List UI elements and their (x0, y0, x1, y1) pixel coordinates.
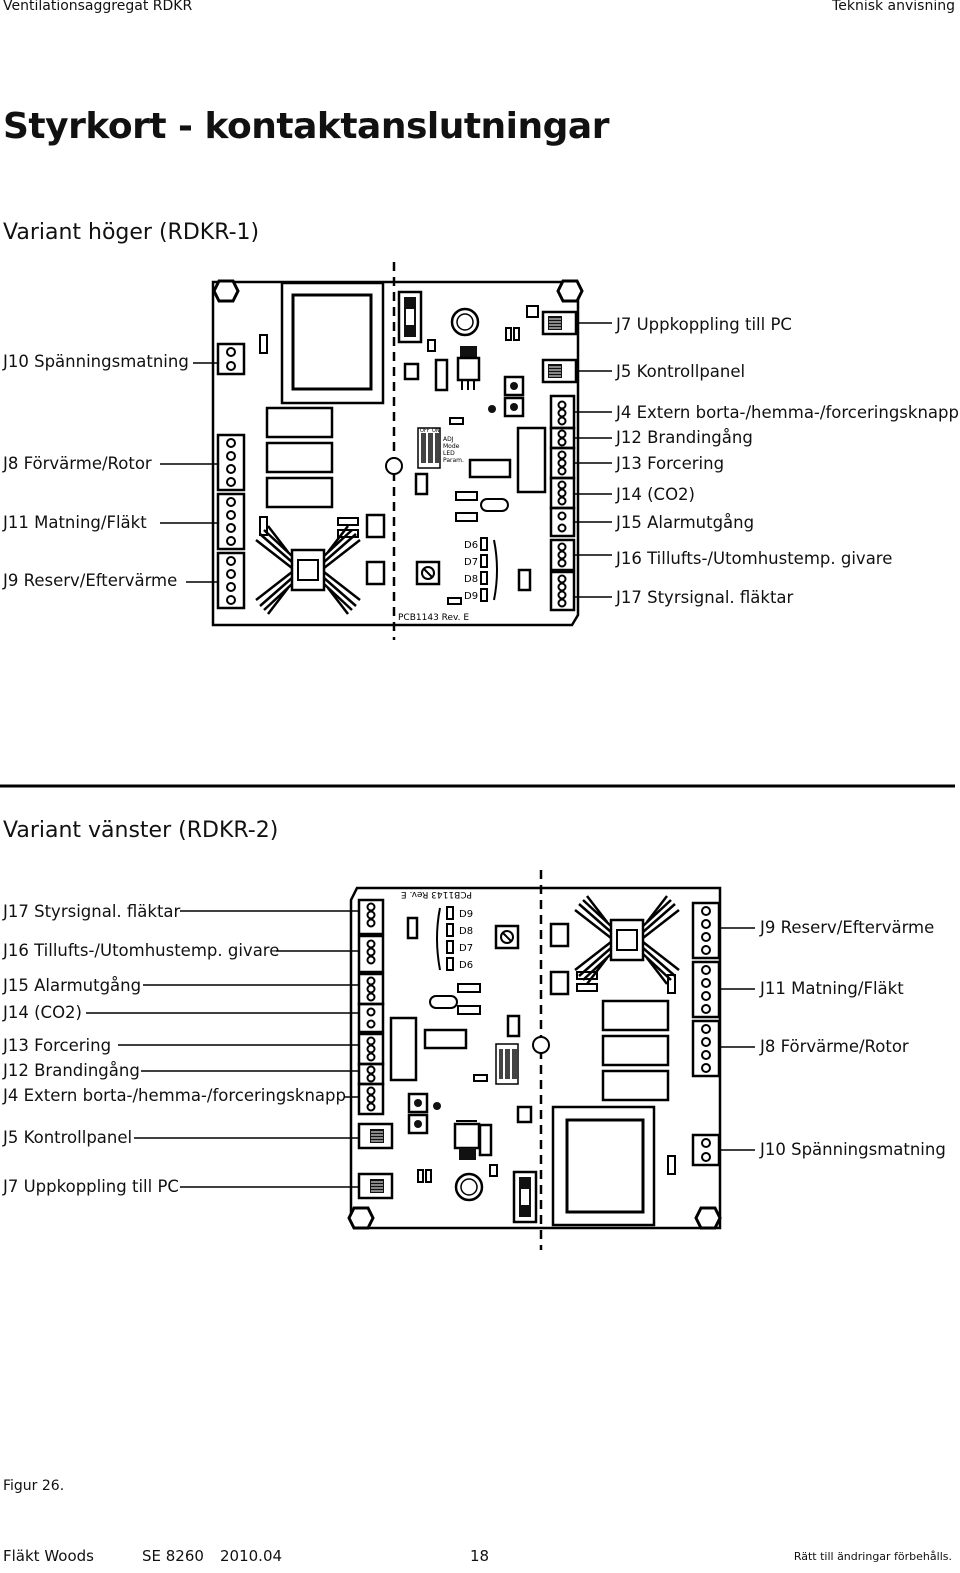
label-j7: J7 Uppkoppling till PC (616, 315, 792, 334)
header-left: Ventilationsaggregat RDKR (3, 0, 193, 14)
label-j11: J11 Matning/Fläkt (3, 513, 147, 532)
label-j10: J10 Spänningsmatning (3, 352, 189, 371)
page-title: Styrkort - kontaktanslutningar (3, 106, 609, 147)
footer-rights: Rätt till ändringar förbehålls. (793, 1550, 952, 1563)
variant-right-heading: Variant höger (RDKR-1) (3, 220, 260, 245)
label-j15: J15 Alarmutgång (616, 513, 755, 532)
figure-caption: Figur 26. (3, 1478, 65, 1494)
board-text-adj: ADJ (443, 436, 454, 443)
label-j11: J11 Matning/Fläkt (760, 979, 904, 998)
board-text-d6: D6 (459, 960, 474, 971)
label-j8: J8 Förvärme/Rotor (3, 454, 152, 473)
label-j14: J14 (CO2) (3, 1003, 82, 1022)
board-right-variant (160, 262, 612, 640)
label-j16: J16 Tillufts-/Utomhustemp. givare (616, 549, 893, 568)
board-text-d8: D8 (459, 926, 474, 937)
label-j13: J13 Forcering (616, 454, 725, 473)
label-j9: J9 Reserv/Eftervärme (760, 918, 935, 937)
variant-left-heading: Variant vänster (RDKR-2) (3, 818, 279, 843)
label-j5: J5 Kontrollpanel (616, 362, 746, 381)
header-right: Teknisk anvisning (832, 0, 955, 14)
label-j17: J17 Styrsignal. fläktar (3, 902, 181, 921)
footer-doc: SE 8260 (142, 1547, 204, 1565)
label-j16: J16 Tillufts-/Utomhustemp. givare (3, 941, 280, 960)
label-j4: J4 Extern borta-/hemma-/forceringsknapp (3, 1086, 346, 1105)
label-j7: J7 Uppkoppling till PC (3, 1177, 179, 1196)
label-j10: J10 Spänningsmatning (760, 1140, 946, 1159)
label-j13: J13 Forcering (3, 1036, 112, 1055)
label-j9: J9 Reserv/Eftervärme (3, 571, 178, 590)
label-j15: J15 Alarmutgång (3, 976, 142, 995)
footer-company: Fläkt Woods (3, 1547, 94, 1565)
board-text-led: LED (443, 450, 455, 457)
label-j14: J14 (CO2) (616, 485, 695, 504)
board-text-d6: D6 (464, 540, 479, 551)
board-left-variant (86, 870, 755, 1250)
label-j12: J12 Brandingång (616, 428, 753, 447)
board-text-d9: D9 (464, 591, 479, 602)
label-j8: J8 Förvärme/Rotor (760, 1037, 909, 1056)
board-text-off: OFF (420, 428, 430, 434)
board-text-d9: D9 (459, 909, 474, 920)
board-text-d8: D8 (464, 574, 479, 585)
board-text-on: ON (432, 428, 440, 434)
footer-date: 2010.04 (220, 1547, 283, 1565)
board-text-pcb: PCB1143 Rev. E (398, 613, 470, 623)
board-text-param: Param. (443, 457, 464, 464)
board-text-pcb: PCB1143 Rev. E (400, 889, 472, 899)
label-j5: J5 Kontrollpanel (3, 1128, 133, 1147)
footer-page: 18 (470, 1547, 490, 1565)
label-j17: J17 Styrsignal. fläktar (616, 588, 794, 607)
label-j4: J4 Extern borta-/hemma-/forceringsknapp (616, 403, 959, 422)
label-j12: J12 Brandingång (3, 1061, 140, 1080)
board-text-d7: D7 (459, 943, 474, 954)
board-text-mode: Mode (443, 443, 460, 450)
board-text-d7: D7 (464, 557, 479, 568)
